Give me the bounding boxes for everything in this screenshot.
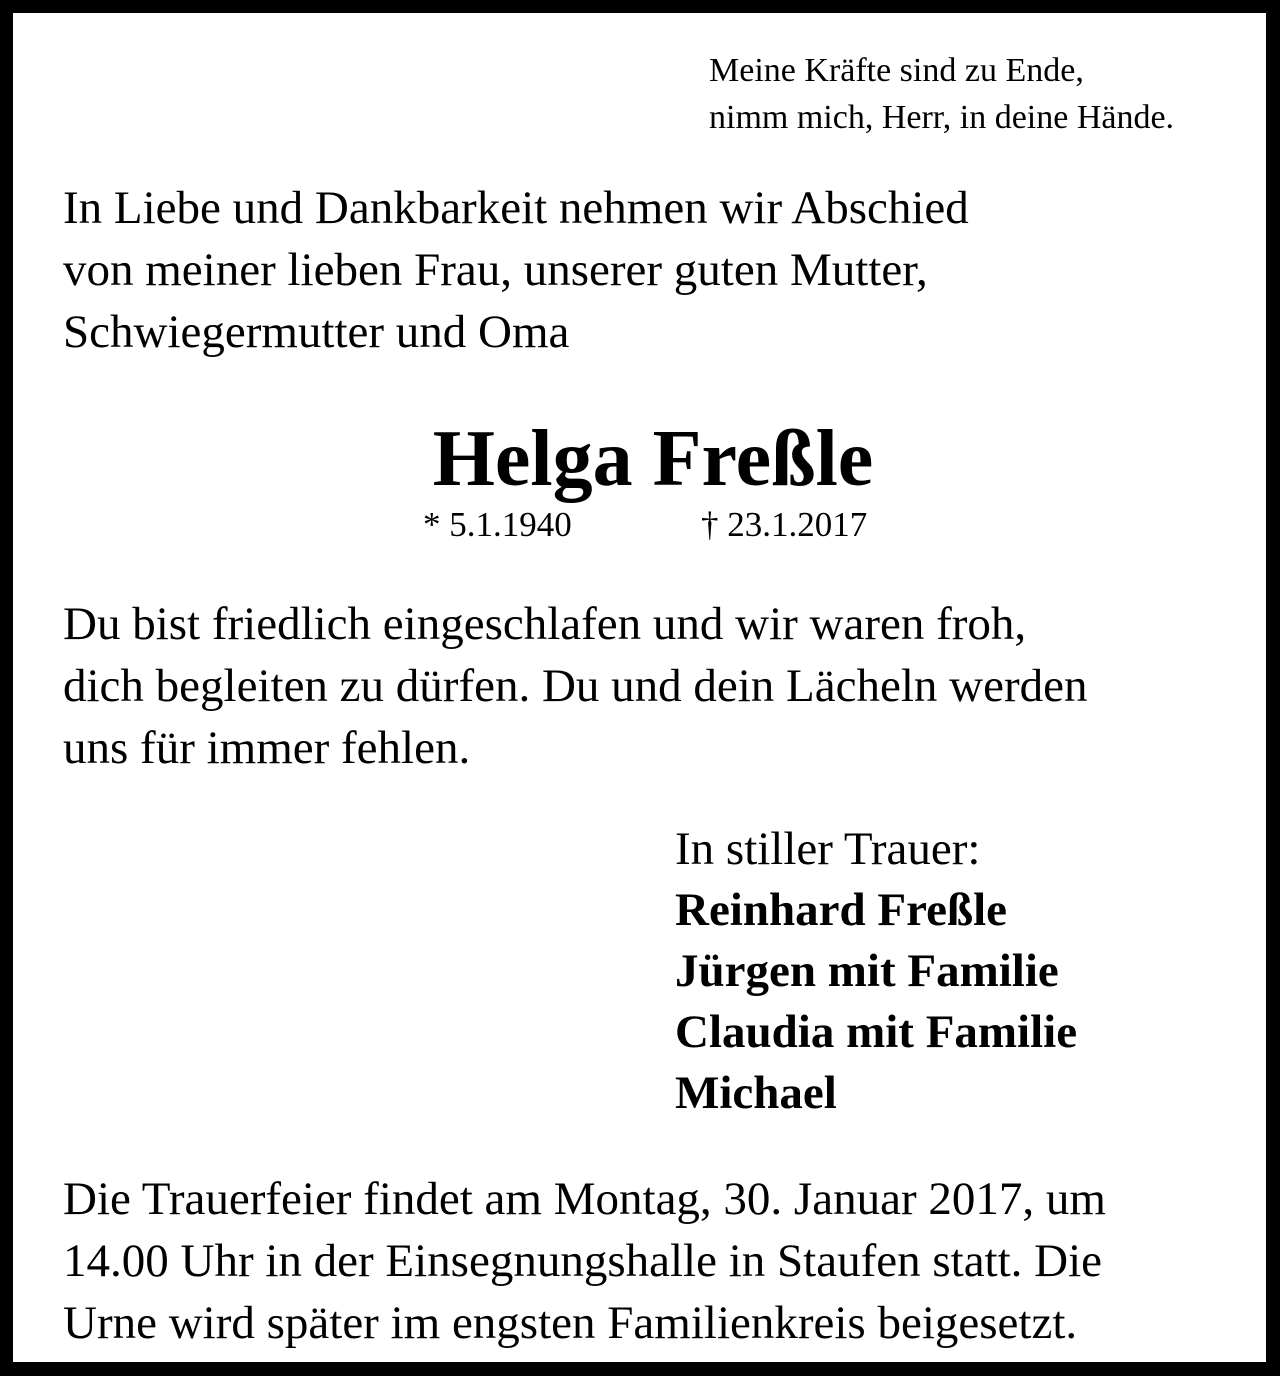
ceremony-line: 14.00 Uhr in der Einsegnungshalle in Staufen statt. Die <box>63 1235 1103 1287</box>
mourner-name: Claudia mit Familie <box>675 1006 1078 1058</box>
intro-line: In Liebe und Dankbarkeit nehmen wir Abschied <box>63 182 969 234</box>
intro-text <box>63 177 969 363</box>
message-line: dich begleiten zu dürfen. Du und dein Lächeln werden <box>63 660 1088 712</box>
ceremony-info <box>63 1168 1106 1354</box>
motto-verse <box>709 47 1174 141</box>
death-date: † 23.1.2017 <box>701 505 868 544</box>
mourners-list <box>675 819 1077 1124</box>
farewell-message <box>63 593 1087 779</box>
mourner-name: Jürgen mit Familie <box>675 945 1059 997</box>
deceased-name: Helga Freßle <box>432 415 874 503</box>
mourners-heading: In stiller Trauer: <box>675 823 981 875</box>
mourner-name: Reinhard Freßle <box>675 884 1008 936</box>
message-line: uns für immer fehlen. <box>63 722 471 774</box>
ceremony-line: Urne wird später im engsten Familienkreis beigesetzt. <box>63 1297 1078 1349</box>
ceremony-line: Die Trauerfeier findet am Montag, 30. Januar 2017, um <box>63 1173 1106 1225</box>
intro-line: von meiner lieben Frau, unserer guten Mutter, <box>63 244 928 296</box>
birth-date: * 5.1.1940 <box>423 505 572 544</box>
motto-line: nimm mich, Herr, in deine Hände. <box>709 99 1175 136</box>
message-line: Du bist friedlich eingeschlafen und wir waren froh, <box>63 598 1027 650</box>
intro-line: Schwiegermutter und Oma <box>63 306 570 358</box>
motto-line: Meine Kräfte sind zu Ende, <box>709 52 1084 89</box>
mourner-name: Michael <box>675 1067 837 1119</box>
